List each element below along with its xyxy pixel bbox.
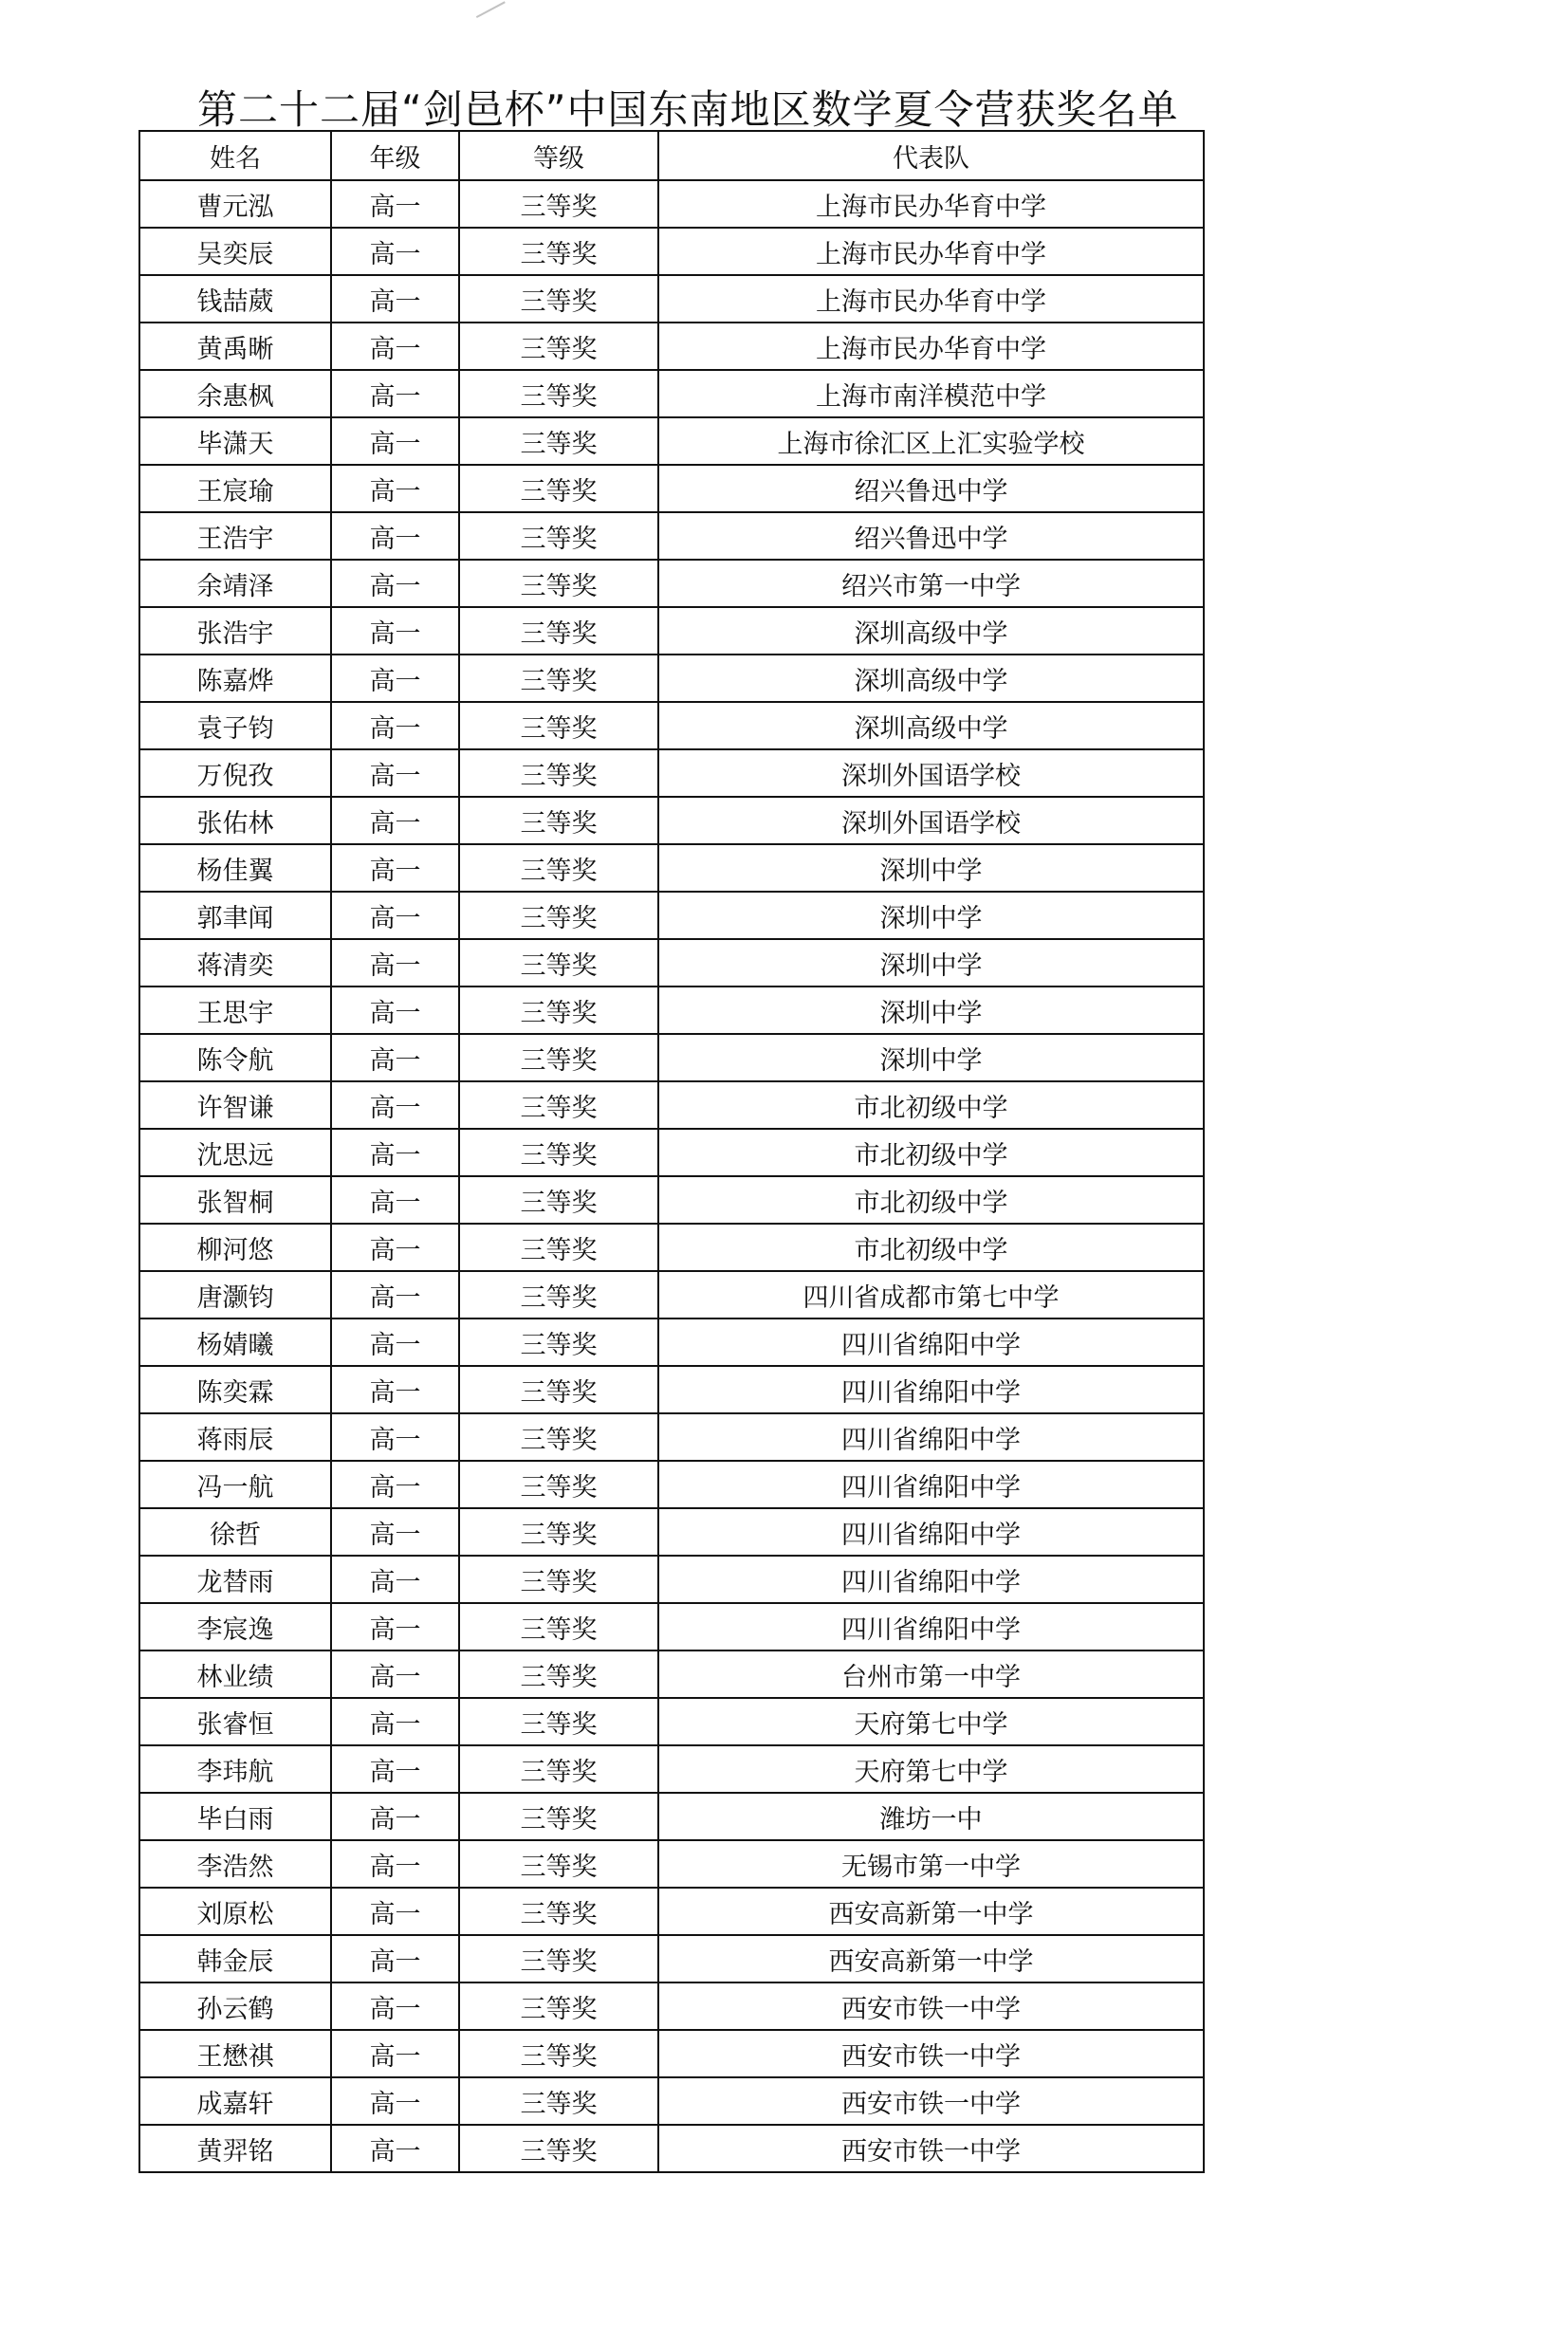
cell-name: 陈奕霖 (139, 1366, 331, 1413)
cell-team: 深圳中学 (658, 987, 1204, 1034)
cell-level: 三等奖 (459, 1366, 658, 1413)
table-row (139, 1461, 1204, 1508)
cell-grade: 高一 (331, 1366, 459, 1413)
cell-team: 上海市民办华育中学 (658, 323, 1204, 370)
cell-level: 三等奖 (459, 1081, 658, 1129)
cell-grade: 高一 (331, 1081, 459, 1129)
table-row (139, 1271, 1204, 1319)
cell-team: 深圳中学 (658, 939, 1204, 987)
cell-team: 四川省绵阳中学 (658, 1603, 1204, 1650)
cell-team: 上海市民办华育中学 (658, 228, 1204, 275)
cell-team: 天府第七中学 (658, 1698, 1204, 1745)
cell-name: 唐灏钧 (139, 1271, 331, 1319)
cell-name: 钱喆葳 (139, 275, 331, 323)
cell-grade: 高一 (331, 1556, 459, 1603)
cell-grade: 高一 (331, 987, 459, 1034)
cell-name: 李玮航 (139, 1745, 331, 1793)
cell-name: 王懋祺 (139, 2030, 331, 2077)
cell-name: 郭聿闻 (139, 892, 331, 939)
cell-level: 三等奖 (459, 1508, 658, 1556)
cell-team: 深圳高级中学 (658, 702, 1204, 749)
cell-level: 三等奖 (459, 1935, 658, 1982)
cell-name: 刘原松 (139, 1888, 331, 1935)
cell-grade: 高一 (331, 323, 459, 370)
cell-name: 徐哲 (139, 1508, 331, 1556)
header-team: 代表队 (658, 131, 1204, 180)
table-row (139, 1698, 1204, 1745)
table-row (139, 370, 1204, 417)
cell-team: 深圳外国语学校 (658, 749, 1204, 797)
table-row (139, 1745, 1204, 1793)
cell-level: 三等奖 (459, 1650, 658, 1698)
cell-name: 张智桐 (139, 1176, 331, 1224)
cell-team: 市北初级中学 (658, 1224, 1204, 1271)
cell-grade: 高一 (331, 1271, 459, 1319)
cell-grade: 高一 (331, 1034, 459, 1081)
cell-level: 三等奖 (459, 180, 658, 228)
cell-team: 绍兴市第一中学 (658, 560, 1204, 607)
cell-name: 李浩然 (139, 1840, 331, 1888)
cell-grade: 高一 (331, 1840, 459, 1888)
cell-team: 四川省绵阳中学 (658, 1508, 1204, 1556)
cell-name: 沈思远 (139, 1129, 331, 1176)
cell-grade: 高一 (331, 1224, 459, 1271)
cell-team: 绍兴鲁迅中学 (658, 512, 1204, 560)
cell-level: 三等奖 (459, 323, 658, 370)
cell-level: 三等奖 (459, 417, 658, 465)
cell-level: 三等奖 (459, 844, 658, 892)
cell-team: 市北初级中学 (658, 1081, 1204, 1129)
cell-level: 三等奖 (459, 1888, 658, 1935)
cell-team: 四川省成都市第七中学 (658, 1271, 1204, 1319)
cell-grade: 高一 (331, 1603, 459, 1650)
cell-grade: 高一 (331, 1176, 459, 1224)
cell-level: 三等奖 (459, 892, 658, 939)
cell-grade: 高一 (331, 1508, 459, 1556)
table-body (139, 180, 1204, 2172)
cell-name: 王宸瑜 (139, 465, 331, 512)
cell-team: 四川省绵阳中学 (658, 1319, 1204, 1366)
cell-grade: 高一 (331, 1319, 459, 1366)
cell-level: 三等奖 (459, 702, 658, 749)
cell-team: 上海市徐汇区上汇实验学校 (658, 417, 1204, 465)
table-row (139, 1176, 1204, 1224)
table-row (139, 1793, 1204, 1840)
cell-grade: 高一 (331, 560, 459, 607)
table-row (139, 844, 1204, 892)
cell-name: 成嘉轩 (139, 2077, 331, 2125)
cell-name: 陈令航 (139, 1034, 331, 1081)
cell-level: 三等奖 (459, 1413, 658, 1461)
header-grade: 年级 (331, 131, 459, 180)
cell-name: 黄羿铭 (139, 2125, 331, 2172)
table-row (139, 797, 1204, 844)
cell-grade: 高一 (331, 275, 459, 323)
cell-name: 韩金辰 (139, 1935, 331, 1982)
cell-level: 三等奖 (459, 560, 658, 607)
cell-team: 深圳中学 (658, 1034, 1204, 1081)
table-row (139, 323, 1204, 370)
table-row (139, 1034, 1204, 1081)
cell-grade: 高一 (331, 1982, 459, 2030)
cell-name: 李宸逸 (139, 1603, 331, 1650)
cell-team: 上海市民办华育中学 (658, 275, 1204, 323)
table-row (139, 560, 1204, 607)
table-row (139, 892, 1204, 939)
cell-grade: 高一 (331, 844, 459, 892)
cell-grade: 高一 (331, 2030, 459, 2077)
cell-grade: 高一 (331, 228, 459, 275)
cell-team: 天府第七中学 (658, 1745, 1204, 1793)
cell-level: 三等奖 (459, 1461, 658, 1508)
cell-name: 张佑林 (139, 797, 331, 844)
cell-level: 三等奖 (459, 607, 658, 655)
cell-team: 台州市第一中学 (658, 1650, 1204, 1698)
cell-grade: 高一 (331, 939, 459, 987)
cell-name: 王浩宇 (139, 512, 331, 560)
table-row (139, 987, 1204, 1034)
cell-team: 西安市铁一中学 (658, 2030, 1204, 2077)
table-row (139, 2125, 1204, 2172)
cell-team: 西安高新第一中学 (658, 1935, 1204, 1982)
award-table (138, 130, 1205, 2173)
cell-name: 袁子钧 (139, 702, 331, 749)
cell-team: 四川省绵阳中学 (658, 1461, 1204, 1508)
table-row (139, 1982, 1204, 2030)
table-row (139, 1224, 1204, 1271)
scan-mark (476, 1, 514, 34)
cell-name: 杨佳翼 (139, 844, 331, 892)
cell-grade: 高一 (331, 892, 459, 939)
table-row (139, 749, 1204, 797)
table-row (139, 1603, 1204, 1650)
cell-grade: 高一 (331, 655, 459, 702)
cell-name: 陈嘉烨 (139, 655, 331, 702)
cell-team: 西安市铁一中学 (658, 2125, 1204, 2172)
cell-team: 深圳高级中学 (658, 607, 1204, 655)
cell-team: 四川省绵阳中学 (658, 1413, 1204, 1461)
cell-grade: 高一 (331, 1650, 459, 1698)
cell-level: 三等奖 (459, 1176, 658, 1224)
table-row (139, 1366, 1204, 1413)
cell-level: 三等奖 (459, 797, 658, 844)
cell-team: 绍兴鲁迅中学 (658, 465, 1204, 512)
cell-level: 三等奖 (459, 1556, 658, 1603)
cell-level: 三等奖 (459, 987, 658, 1034)
cell-level: 三等奖 (459, 2125, 658, 2172)
table-row (139, 417, 1204, 465)
cell-grade: 高一 (331, 1888, 459, 1935)
cell-level: 三等奖 (459, 1271, 658, 1319)
cell-grade: 高一 (331, 370, 459, 417)
table-row (139, 1556, 1204, 1603)
cell-name: 黄禹晰 (139, 323, 331, 370)
table-row (139, 1129, 1204, 1176)
cell-grade: 高一 (331, 465, 459, 512)
cell-level: 三等奖 (459, 1698, 658, 1745)
cell-team: 潍坊一中 (658, 1793, 1204, 1840)
cell-level: 三等奖 (459, 1982, 658, 2030)
cell-level: 三等奖 (459, 370, 658, 417)
cell-level: 三等奖 (459, 275, 658, 323)
cell-team: 市北初级中学 (658, 1176, 1204, 1224)
cell-name: 张睿恒 (139, 1698, 331, 1745)
cell-grade: 高一 (331, 1413, 459, 1461)
cell-grade: 高一 (331, 749, 459, 797)
cell-grade: 高一 (331, 2125, 459, 2172)
header-name: 姓名 (139, 131, 331, 180)
cell-name: 王思宇 (139, 987, 331, 1034)
table-row (139, 228, 1204, 275)
table-row (139, 1319, 1204, 1366)
cell-name: 蒋雨辰 (139, 1413, 331, 1461)
cell-level: 三等奖 (459, 749, 658, 797)
cell-grade: 高一 (331, 1461, 459, 1508)
cell-level: 三等奖 (459, 1034, 658, 1081)
table-row (139, 2030, 1204, 2077)
cell-name: 毕潇天 (139, 417, 331, 465)
cell-grade: 高一 (331, 417, 459, 465)
cell-level: 三等奖 (459, 1840, 658, 1888)
cell-team: 西安市铁一中学 (658, 2077, 1204, 2125)
table-row (139, 607, 1204, 655)
table-row (139, 465, 1204, 512)
cell-team: 四川省绵阳中学 (658, 1366, 1204, 1413)
cell-team: 深圳高级中学 (658, 655, 1204, 702)
cell-team: 深圳中学 (658, 892, 1204, 939)
table-row (139, 655, 1204, 702)
table-row (139, 1081, 1204, 1129)
cell-grade: 高一 (331, 1793, 459, 1840)
cell-level: 三等奖 (459, 1319, 658, 1366)
cell-team: 市北初级中学 (658, 1129, 1204, 1176)
cell-level: 三等奖 (459, 1793, 658, 1840)
cell-level: 三等奖 (459, 1129, 658, 1176)
cell-name: 柳河悠 (139, 1224, 331, 1271)
cell-team: 深圳中学 (658, 844, 1204, 892)
cell-name: 余惠枫 (139, 370, 331, 417)
cell-grade: 高一 (331, 1745, 459, 1793)
cell-level: 三等奖 (459, 512, 658, 560)
table-row (139, 180, 1204, 228)
cell-level: 三等奖 (459, 655, 658, 702)
table-row (139, 1888, 1204, 1935)
cell-level: 三等奖 (459, 1603, 658, 1650)
table-row (139, 1508, 1204, 1556)
cell-name: 许智谦 (139, 1081, 331, 1129)
cell-team: 四川省绵阳中学 (658, 1556, 1204, 1603)
cell-name: 冯一航 (139, 1461, 331, 1508)
cell-team: 西安高新第一中学 (658, 1888, 1204, 1935)
cell-level: 三等奖 (459, 1224, 658, 1271)
cell-level: 三等奖 (459, 1745, 658, 1793)
cell-team: 上海市南洋模范中学 (658, 370, 1204, 417)
cell-name: 林业绩 (139, 1650, 331, 1698)
cell-name: 张浩宇 (139, 607, 331, 655)
table-row (139, 702, 1204, 749)
cell-team: 深圳外国语学校 (658, 797, 1204, 844)
cell-level: 三等奖 (459, 2077, 658, 2125)
cell-grade: 高一 (331, 180, 459, 228)
table-row (139, 1935, 1204, 1982)
table-row (139, 1413, 1204, 1461)
page-title: 第二十二届“剑邑杯”中国东南地区数学夏令营获奖名单 (197, 86, 1179, 133)
cell-team: 西安市铁一中学 (658, 1982, 1204, 2030)
cell-grade: 高一 (331, 1129, 459, 1176)
cell-name: 曹元泓 (139, 180, 331, 228)
cell-grade: 高一 (331, 2077, 459, 2125)
cell-team: 无锡市第一中学 (658, 1840, 1204, 1888)
header-level: 等级 (459, 131, 658, 180)
cell-name: 孙云鹤 (139, 1982, 331, 2030)
cell-name: 余靖泽 (139, 560, 331, 607)
table-row (139, 2077, 1204, 2125)
cell-team: 上海市民办华育中学 (658, 180, 1204, 228)
cell-grade: 高一 (331, 1698, 459, 1745)
cell-grade: 高一 (331, 702, 459, 749)
cell-name: 万倪孜 (139, 749, 331, 797)
cell-level: 三等奖 (459, 228, 658, 275)
cell-level: 三等奖 (459, 2030, 658, 2077)
cell-grade: 高一 (331, 512, 459, 560)
cell-name: 吴奕辰 (139, 228, 331, 275)
cell-name: 蒋清奕 (139, 939, 331, 987)
cell-level: 三等奖 (459, 939, 658, 987)
cell-name: 龙替雨 (139, 1556, 331, 1603)
table-header-row (139, 131, 1204, 180)
cell-grade: 高一 (331, 1935, 459, 1982)
cell-name: 毕白雨 (139, 1793, 331, 1840)
table-row (139, 275, 1204, 323)
cell-level: 三等奖 (459, 465, 658, 512)
cell-grade: 高一 (331, 797, 459, 844)
table-row (139, 512, 1204, 560)
cell-grade: 高一 (331, 607, 459, 655)
table-row (139, 1840, 1204, 1888)
cell-name: 杨婧曦 (139, 1319, 331, 1366)
table-row (139, 939, 1204, 987)
table-row (139, 1650, 1204, 1698)
